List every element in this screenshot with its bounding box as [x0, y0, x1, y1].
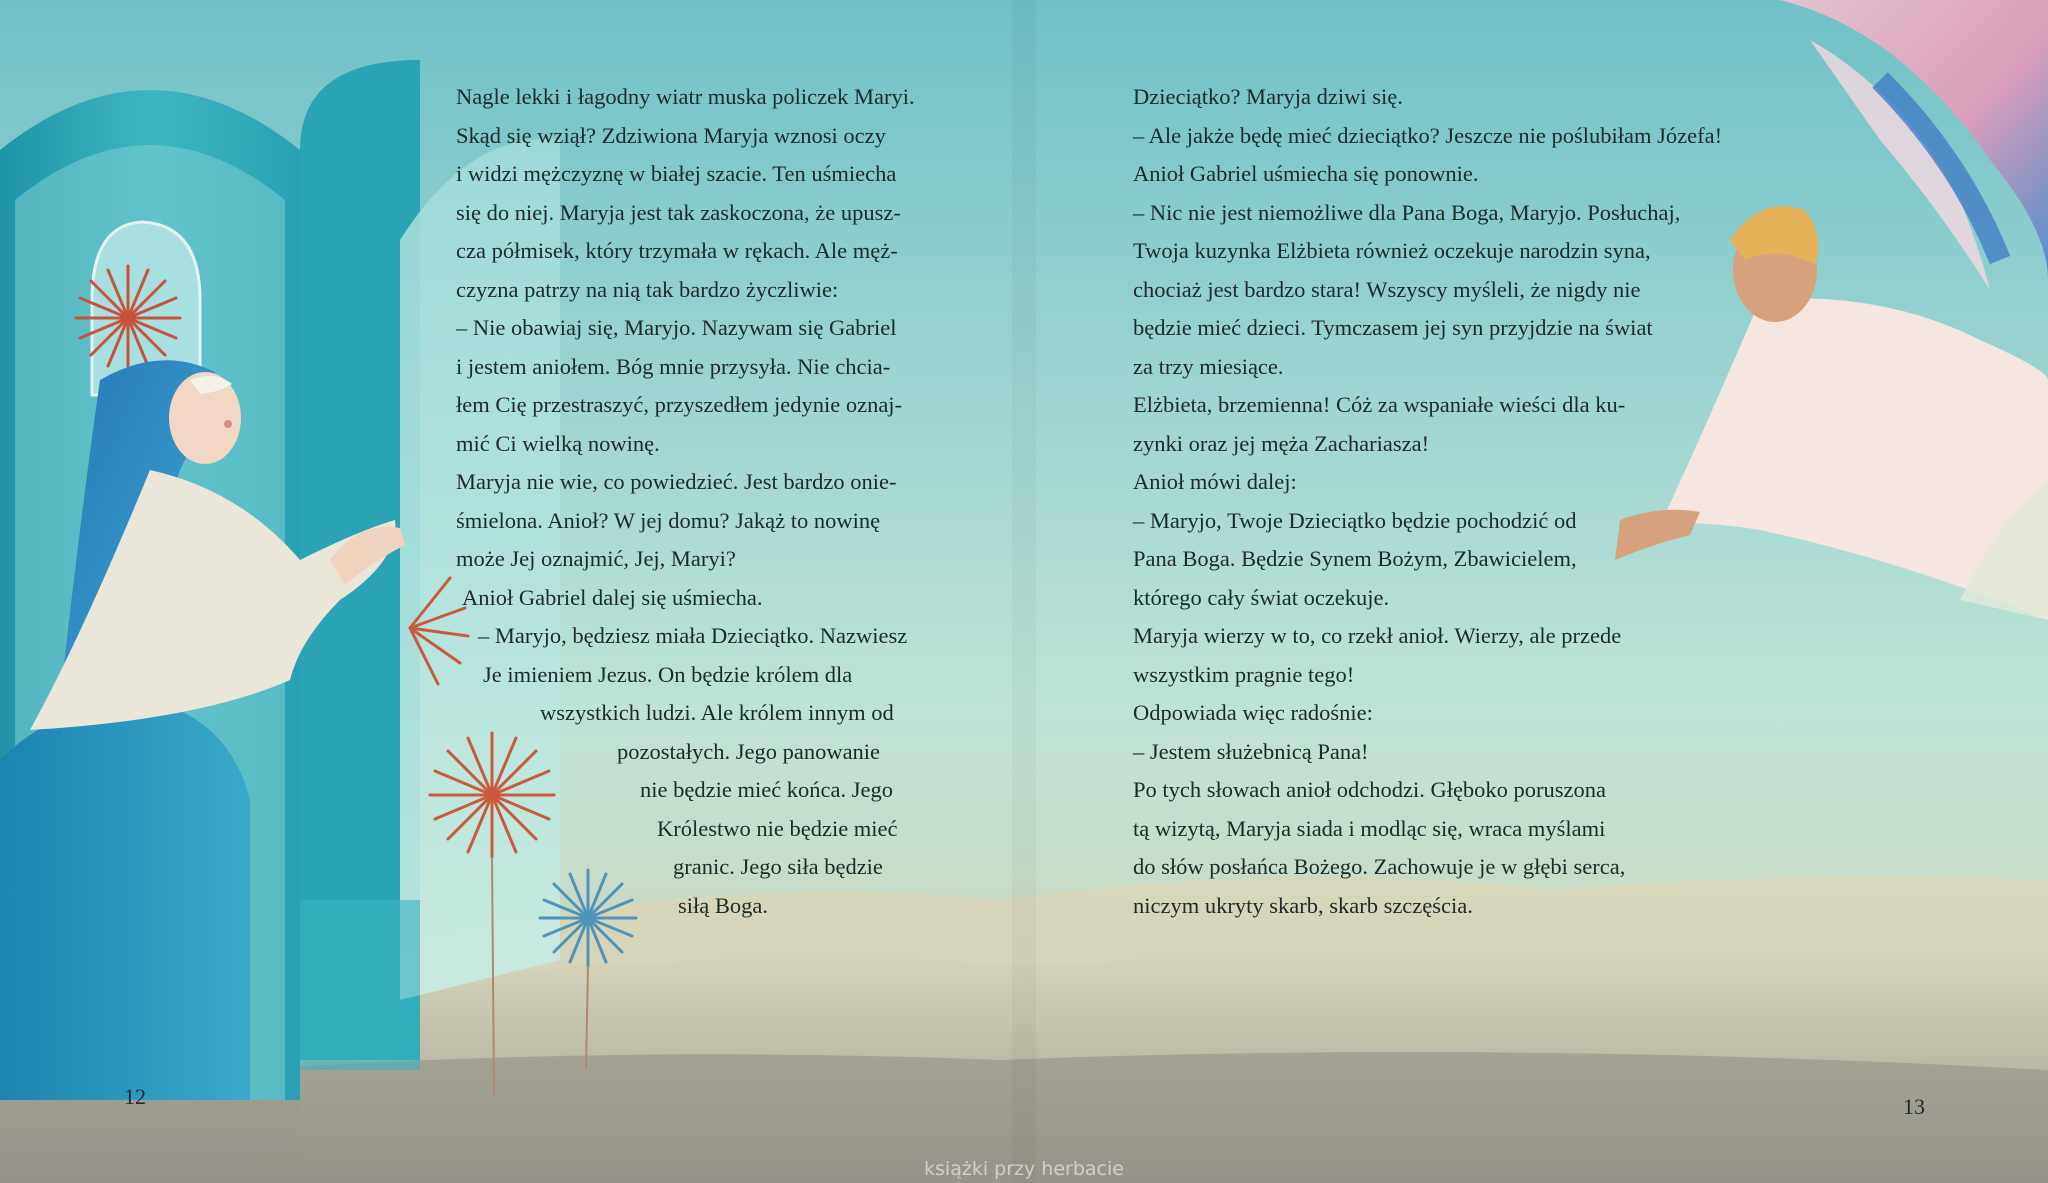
text-line: Je imieniem Jezus. On będzie królem dla [483, 661, 853, 687]
text-line: Królestwo nie będzie mieć [657, 815, 898, 841]
text-line: Anioł Gabriel uśmiecha się ponownie. [1133, 161, 1479, 186]
page-number-right: 13 [1903, 1094, 1925, 1119]
text-line: Nagle lekki i łagodny wiatr muska policzek Maryi. [456, 84, 915, 109]
text-line: cza półmisek, który trzymała w rękach. Ale męż- [456, 238, 898, 263]
text-line: Pana Boga. Będzie Synem Bożym, Zbawicielem, [1133, 546, 1577, 571]
text-line: czyzna patrzy na nią tak bardzo życzliwie: [456, 276, 839, 302]
text-line: mić Ci wielką nowinę. [456, 430, 660, 456]
text-line: niczym ukryty skarb, skarb szczęścia. [1133, 892, 1473, 918]
text-line: do słów posłańca Bożego. Zachowuje je w głębi serca, [1133, 854, 1626, 879]
book-gutter [1012, 0, 1036, 1183]
text-line: – Jestem służebnicą Pana! [1133, 738, 1369, 764]
text-line: – Ale jakże będę mieć dzieciątko? Jeszcze nie poślubiłam Józefa! [1133, 122, 1723, 148]
text-line: i jestem aniołem. Bóg mnie przysyła. Nie chcia- [456, 353, 891, 379]
text-line: Po tych słowach anioł odchodzi. Głęboko poruszona [1133, 777, 1607, 802]
text-line: Odpowiada więc radośnie: [1133, 700, 1373, 725]
text-line: Maryja wierzy w to, co rzekł anioł. Wierzy, ale przede [1133, 623, 1622, 648]
text-line: może Jej oznajmić, Jej, Maryi? [456, 546, 736, 571]
text-line: śmielona. Anioł? W jej domu? Jakąż to nowinę [456, 507, 881, 533]
text-line: Anioł Gabriel dalej się uśmiecha. [462, 584, 763, 610]
starburst-flower-window [76, 266, 180, 370]
page-number-left: 12 [124, 1084, 146, 1109]
text-line: Elżbieta, brzemienna! Cóż za wspaniałe wieści dla ku- [1133, 392, 1626, 417]
text-line: – Nic nie jest niemożliwe dla Pana Boga, Maryjo. Posłuchaj, [1133, 199, 1681, 225]
text-line: Skąd się wziął? Zdziwiona Maryja wznosi oczy [456, 122, 886, 148]
watermark: książki przy herbacie [924, 1158, 1124, 1180]
text-line: Twoja kuzynka Elżbieta również oczekuje narodzin syna, [1133, 238, 1651, 263]
text-line: chociaż jest bardzo stara! Wszyscy myśleli, że nigdy nie [1133, 276, 1641, 302]
text-line: i widzi mężczyznę w białej szacie. Ten uśmiecha [456, 161, 897, 186]
text-line: pozostałych. Jego panowanie [617, 738, 881, 764]
text-line: łem Cię przestraszyć, przyszedłem jedynie oznaj- [456, 392, 903, 417]
text-line: Anioł mówi dalej: [1133, 469, 1297, 494]
text-line: wszystkich ludzi. Ale królem innym od [540, 700, 894, 725]
text-line: wszystkim pragnie tego! [1133, 661, 1355, 687]
text-line: – Nie obawiaj się, Maryjo. Nazywam się Gabriel [456, 315, 897, 340]
text-line: granic. Jego siła będzie [673, 854, 883, 879]
text-line: za trzy miesiące. [1133, 353, 1284, 379]
angel-figure [1615, 0, 2048, 620]
text-line: którego cały świat oczekuje. [1133, 584, 1390, 610]
text-line: nie będzie mieć końca. Jego [640, 777, 894, 802]
text-line: Dzieciątko? Maryja dziwi się. [1133, 84, 1403, 109]
text-line: – Maryjo, Twoje Dzieciątko będzie pochodzić od [1133, 507, 1577, 533]
text-line: – Maryjo, będziesz miała Dzieciątko. Nazwiesz [478, 623, 908, 648]
text-line: tą wizytą, Maryja siada i modląc się, wraca myślami [1133, 815, 1606, 841]
text-line: będzie mieć dzieci. Tymczasem jej syn przyjdzie na świat [1133, 315, 1653, 340]
text-line: się do niej. Maryja jest tak zaskoczona, że upusz- [456, 199, 901, 225]
text-line: siłą Boga. [678, 892, 768, 918]
text-line: Maryja nie wie, co powiedzieć. Jest bardzo onie- [456, 469, 897, 494]
text-line: zynki oraz jej męża Zachariasza! [1133, 430, 1430, 456]
